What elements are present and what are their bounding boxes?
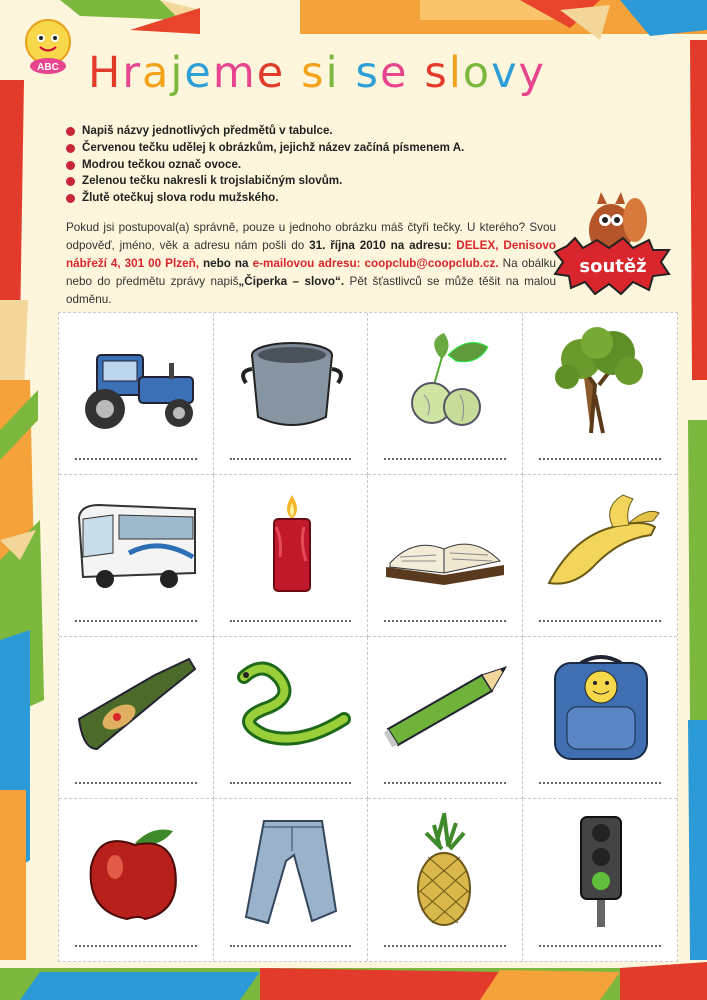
answer-line[interactable] — [75, 782, 197, 784]
bullet-icon — [66, 161, 75, 170]
instruction-item: Žlutě otečkuj slova rodu mužského. — [66, 190, 464, 207]
answer-line[interactable] — [75, 945, 197, 947]
pot-icon — [224, 325, 358, 443]
school-bag-icon — [533, 649, 667, 767]
pencils-left-edge — [0, 80, 44, 960]
picture-cell — [214, 475, 369, 637]
picture-cell — [523, 637, 678, 799]
instruction-item: Napiš názvy jednotlivých předmětů v tabulce. — [66, 123, 464, 140]
abc-logo-icon — [18, 14, 80, 76]
picture-cell — [368, 313, 523, 475]
picture-cell — [523, 799, 678, 961]
title-letter: e — [256, 48, 286, 98]
title-letter: m — [212, 48, 257, 98]
picture-cell — [523, 313, 678, 475]
traffic-light-icon — [533, 811, 667, 929]
answer-line[interactable] — [75, 620, 197, 622]
bus-icon — [69, 487, 203, 605]
title-letter: s — [355, 48, 380, 98]
answer-line[interactable] — [539, 945, 662, 947]
contest-badge — [553, 190, 673, 298]
banana-icon — [533, 487, 667, 605]
answer-line[interactable] — [230, 458, 352, 460]
picture-cell — [59, 637, 214, 799]
title-letter: j — [170, 48, 185, 98]
answer-line[interactable] — [384, 620, 506, 622]
answer-line[interactable] — [75, 458, 197, 460]
picture-cell — [214, 799, 369, 961]
answer-line[interactable] — [539, 620, 662, 622]
title-letter: s — [424, 48, 449, 98]
answer-line[interactable] — [384, 458, 506, 460]
answer-line[interactable] — [384, 782, 506, 784]
pencil-icon — [378, 649, 512, 767]
bullet-icon — [66, 194, 75, 203]
answer-line[interactable] — [230, 620, 352, 622]
candle-icon — [224, 487, 358, 605]
jeans-icon — [224, 811, 358, 929]
contest-paragraph: Pokud jsi postupoval(a) správně, pouze u jednoho obrázku máš čtyři tečky. U kterého? Svou odpověď, jméno, věk a adresu nám pošli do 31. října 2010 na adresu: DELEX, Denisovo nábřeží 4, 301 00 Plzeň, nebo na e-mailovou adresu: coopclub@coopclub.cz. Na obálku nebo do předmětu zprávy napiš„Čiperka – slovo“. Pět šťastlivců se může těšit na malou odměnu. — [66, 221, 557, 306]
instruction-item: Zelenou tečku nakresli k trojslabičným slovům. — [66, 173, 464, 190]
pencil-top-right — [300, 0, 707, 40]
picture-cell — [59, 313, 214, 475]
picture-cell — [59, 475, 214, 637]
pencils-bottom — [0, 962, 707, 1000]
svg-text:soutěž: soutěž — [579, 256, 647, 277]
title-letter: s — [301, 48, 326, 98]
snake-icon — [224, 649, 358, 767]
picture-cell — [368, 475, 523, 637]
title-letter: a — [142, 48, 171, 98]
title-letter: e — [184, 48, 213, 98]
answer-line[interactable] — [539, 782, 662, 784]
title-letter: i — [325, 48, 340, 98]
pencils-right-edge — [688, 40, 707, 960]
page-title — [88, 48, 546, 98]
bullet-icon — [66, 127, 75, 136]
answer-line[interactable] — [230, 945, 352, 947]
gooseberries-icon — [378, 325, 512, 443]
title-letter: o — [462, 48, 492, 98]
title-letter: v — [491, 48, 519, 98]
picture-cell — [214, 313, 369, 475]
svg-text:ABC: ABC — [37, 62, 59, 73]
picture-cell — [59, 799, 214, 961]
picture-grid — [58, 312, 678, 962]
title-letter: H — [88, 48, 123, 98]
answer-line[interactable] — [539, 458, 662, 460]
title-letter: y — [518, 48, 546, 98]
picture-cell — [523, 475, 678, 637]
answer-line[interactable] — [230, 782, 352, 784]
bullet-icon — [66, 177, 75, 186]
book-icon — [378, 487, 512, 605]
pineapple-icon — [378, 811, 512, 929]
title-letter: e — [379, 48, 409, 98]
picture-cell — [214, 637, 369, 799]
title-letter: l — [448, 48, 463, 98]
bullet-icon — [66, 144, 75, 153]
instruction-item: Modrou tečkou označ ovoce. — [66, 157, 464, 174]
tractor-icon — [69, 325, 203, 443]
instruction-item: Červenou tečku udělej k obrázkům, jejichž název začíná písmenem A. — [66, 140, 464, 157]
pencil-top-left — [60, 0, 200, 34]
tree-icon — [533, 325, 667, 443]
answer-line[interactable] — [384, 945, 506, 947]
title-letter: r — [122, 48, 143, 98]
picture-cell — [368, 637, 523, 799]
picture-cell — [368, 799, 523, 961]
bottle-icon — [69, 649, 203, 767]
instruction-list — [66, 123, 464, 207]
apple-icon — [69, 811, 203, 929]
